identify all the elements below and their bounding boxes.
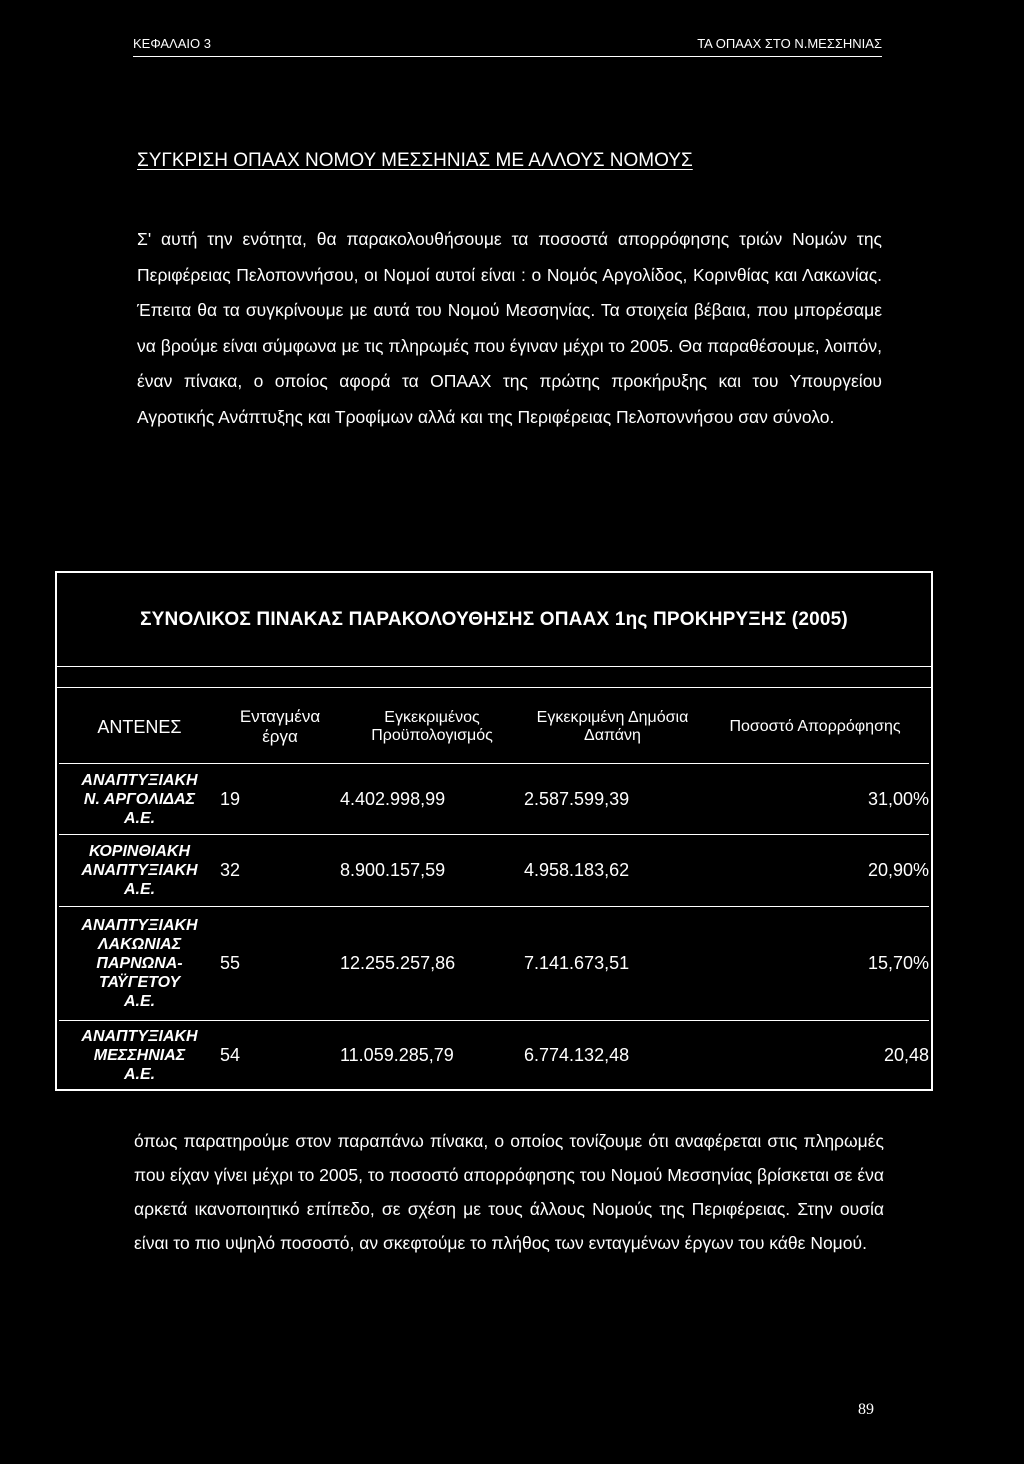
projects-cell: 54 xyxy=(220,1021,340,1091)
table-row xyxy=(59,835,929,907)
public-expenditure-cell: 2.587.599,39 xyxy=(524,764,701,835)
absorption-cell: 31,00% xyxy=(701,764,929,835)
chapter-label: ΚΕΦΑΛΑΙΟ 3 xyxy=(133,36,211,51)
conclusion-text: όπως παρατηρούμε στον παραπάνω πίνακα, ο οποίος τονίζουμε ότι αναφέρεται στις πληρωμές που είχαν γίνει μέχρι το 2005, το ποσοστό απορρόφησης του Νομού Μεσσηνίας βρίσκεται σε ένα αρκετά ικανοποιητικό επίπεδο, σε σχέση με τους άλλους Νομούς της Περιφέρειας. Στην ουσία είναι το πιο υψηλό ποσοστό, αν σκεφτούμε το πλήθος των ενταγμένων έργων του κάθε Νομού. xyxy=(134,1131,884,1253)
absorption-cell: 20,90% xyxy=(701,835,929,907)
summary-table xyxy=(59,691,929,1091)
public-expenditure-cell: 6.774.132,48 xyxy=(524,1021,701,1091)
budget-cell: 8.900.157,59 xyxy=(340,835,524,907)
projects-cell: 32 xyxy=(220,835,340,907)
table-row xyxy=(59,764,929,835)
projects-cell: 19 xyxy=(220,764,340,835)
public-expenditure-cell: 7.141.673,51 xyxy=(524,907,701,1021)
header-public-expenditure: Εγκεκριμένη Δημόσια Δαπάνη xyxy=(524,691,701,764)
header-absorption: Ποσοστό Απορρόφησης xyxy=(701,691,929,764)
summary-table-frame xyxy=(55,571,933,1091)
intro-text: Σ' αυτή την ενότητα, θα παρακολουθήσουμε τα ποσοστά απορρόφησης τριών Νομών της Περιφέρειας Πελοποννήσου, οι Νομοί αυτοί είναι : ο Νομός Αργολίδος, Κορινθίας και Λακωνίας. Έπειτα θα τα συγκρίνουμε με αυτά του Νομού Μεσσηνίας. Τα στοιχεία βέβαια, που μπορέσαμε να βρούμε είναι σύμφωνα με τις πληρωμές που έγιναν μέχρι το 2005. Θα παραθέσουμε, λοιπόν, έναν πίνακα, ο οποίος αφορά τα ΟΠΑΑΧ της πρώτης προκήρυξης και του Υπουργείου Αγροτικής Ανάπτυξης και Τροφίμων αλλά και της Περιφέρειας Πελοποννήσου σαν σύνολο. xyxy=(137,229,882,427)
table-caption: ΣΥΝΟΛΙΚΟΣ ΠΙΝΑΚΑΣ ΠΑΡΑΚΟΛΟΥΘΗΣΗΣ ΟΠΑΑΧ 1ης ΠΡΟΚΗΡΥΞΗΣ (2005) xyxy=(57,573,931,667)
budget-cell: 11.059.285,79 xyxy=(340,1021,524,1091)
page-header xyxy=(133,34,882,57)
section-title: ΣΥΓΚΡΙΣΗ ΟΠΑΑΧ ΝΟΜΟΥ ΜΕΣΣΗΝΙΑΣ ΜΕ ΑΛΛΟΥΣ ΝΟΜΟΥΣ xyxy=(137,150,693,171)
agency-cell: ΑΝΑΠΤΥΞΙΑΚΗ Ν. ΑΡΓΟΛΙΔΑΣ Α.Ε. xyxy=(59,764,220,835)
absorption-cell: 20,48 xyxy=(701,1021,929,1091)
projects-cell: 55 xyxy=(220,907,340,1021)
header-projects: Ενταγμένα έργα xyxy=(220,691,340,764)
header-budget: Εγκεκριμένος Προϋπολογισμός xyxy=(340,691,524,764)
conclusion-paragraph xyxy=(134,1124,884,1260)
agency-cell: ΑΝΑΠΤΥΞΙΑΚΗ ΜΕΣΣΗΝΙΑΣ Α.Ε. xyxy=(59,1021,220,1091)
agency-cell: ΑΝΑΠΤΥΞΙΑΚΗ ΛΑΚΩΝΙΑΣ ΠΑΡΝΩΝΑ- ΤΑΫΓΕΤΟΥ Α.Ε. xyxy=(59,907,220,1021)
header-agencies: ΑΝΤΕΝΕΣ xyxy=(59,691,220,764)
page-number: 89 xyxy=(858,1401,874,1418)
budget-cell: 4.402.998,99 xyxy=(340,764,524,835)
budget-cell: 12.255.257,86 xyxy=(340,907,524,1021)
table-row xyxy=(59,907,929,1021)
table-header-row xyxy=(59,691,929,764)
agency-cell: ΚΟΡΙΝΘΙΑΚΗ ΑΝΑΠΤΥΞΙΑΚΗ Α.Ε. xyxy=(59,835,220,907)
absorption-cell: 15,70% xyxy=(701,907,929,1021)
topic-label: ΤΑ ΟΠΑΑΧ ΣΤΟ Ν.ΜΕΣΣΗΝΙΑΣ xyxy=(697,36,882,51)
table-spacer-row xyxy=(57,667,931,688)
intro-paragraph xyxy=(137,222,882,435)
table-row xyxy=(59,1021,929,1091)
public-expenditure-cell: 4.958.183,62 xyxy=(524,835,701,907)
